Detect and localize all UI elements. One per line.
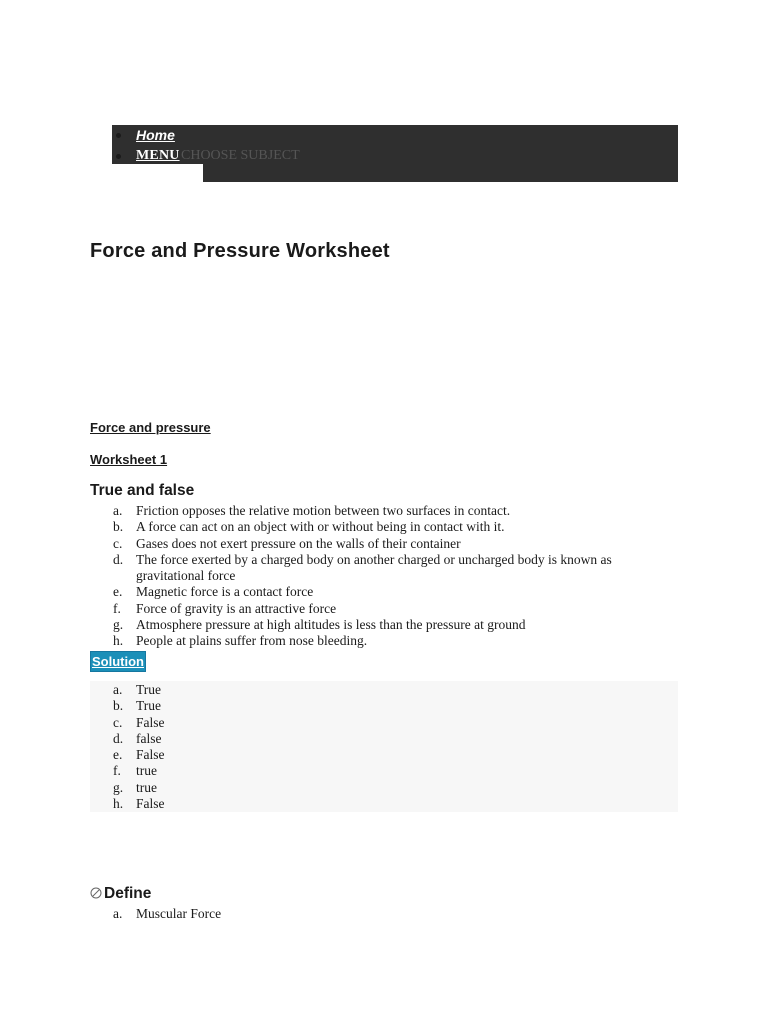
list-item [113,601,651,617]
solution-button[interactable]: Solution [90,651,146,672]
list-item [113,633,651,649]
list-item-text: Magnetic force is a contact force [136,584,314,600]
list-marker: e. [113,584,123,600]
list-marker: f. [113,600,121,616]
broken-image-icon [90,887,102,899]
list-item [113,552,651,585]
answer-text: False [136,796,165,812]
list-marker: c. [113,714,123,730]
list-item [113,536,651,552]
list-item [113,503,651,519]
nav-bullet-menu [116,154,121,159]
list-item [113,906,651,922]
list-item [113,519,651,535]
page-title: Force and Pressure Worksheet [90,240,390,262]
list-marker: d. [113,551,124,567]
nav-bar-notch [112,164,203,182]
list-marker: b. [113,519,124,535]
list-item [113,731,651,747]
nav-bullet-home [116,133,121,138]
list-item [113,796,651,812]
list-item [113,763,651,779]
answer-text: False [136,714,165,730]
list-marker: h. [113,633,124,649]
list-item-text: Friction opposes the relative motion between two surfaces in contact. [136,503,511,518]
answer-text: True [136,682,162,697]
nav-menu-link[interactable]: MENU [136,148,180,163]
list-marker: d. [113,730,124,746]
answers-list [113,682,651,812]
nav-home-link[interactable]: Home [136,127,175,143]
list-item [113,617,651,633]
list-item [113,715,651,731]
list-item-text: Gases does not exert pressure on the walls of their container [136,535,461,551]
list-item [113,698,651,714]
list-marker: a. [113,503,123,518]
answer-text: false [136,730,162,746]
true-false-list [113,503,651,650]
answer-text: true [136,763,157,779]
list-marker: e. [113,747,123,763]
list-item [113,584,651,600]
list-marker: g. [113,617,124,633]
list-marker: a. [113,906,123,921]
nav-choose-subject[interactable]: CHOOSE SUBJECT [181,148,300,163]
list-marker: c. [113,535,123,551]
list-item-text: People at plains suffer from nose bleeding. [136,633,368,649]
list-marker: b. [113,698,124,714]
list-marker: h. [113,796,124,812]
nav-bar-lower-strip [203,164,678,182]
true-false-heading: True and false [90,482,195,499]
list-marker: f. [113,763,121,779]
answer-text: true [136,779,157,795]
list-item-text: Atmosphere pressure at high altitudes is less than the pressure at ground [136,617,526,633]
worksheet-1-link[interactable]: Worksheet 1 [90,452,168,467]
list-item [113,780,651,796]
answer-text: True [136,698,162,714]
list-marker: g. [113,779,124,795]
define-list [113,906,651,922]
list-item-text: A force can act on an object with or without being in contact with it. [136,519,505,535]
list-item [113,682,651,698]
list-item-text: Muscular Force [136,906,222,921]
answer-text: False [136,747,165,763]
list-item-text: The force exerted by a charged body on another charged or uncharged body is known as gravitational force [136,551,612,584]
list-marker: a. [113,682,123,697]
define-heading: Define [104,885,152,902]
force-and-pressure-link[interactable]: Force and pressure [90,420,211,435]
list-item-text: Force of gravity is an attractive force [136,600,337,616]
list-item [113,747,651,763]
